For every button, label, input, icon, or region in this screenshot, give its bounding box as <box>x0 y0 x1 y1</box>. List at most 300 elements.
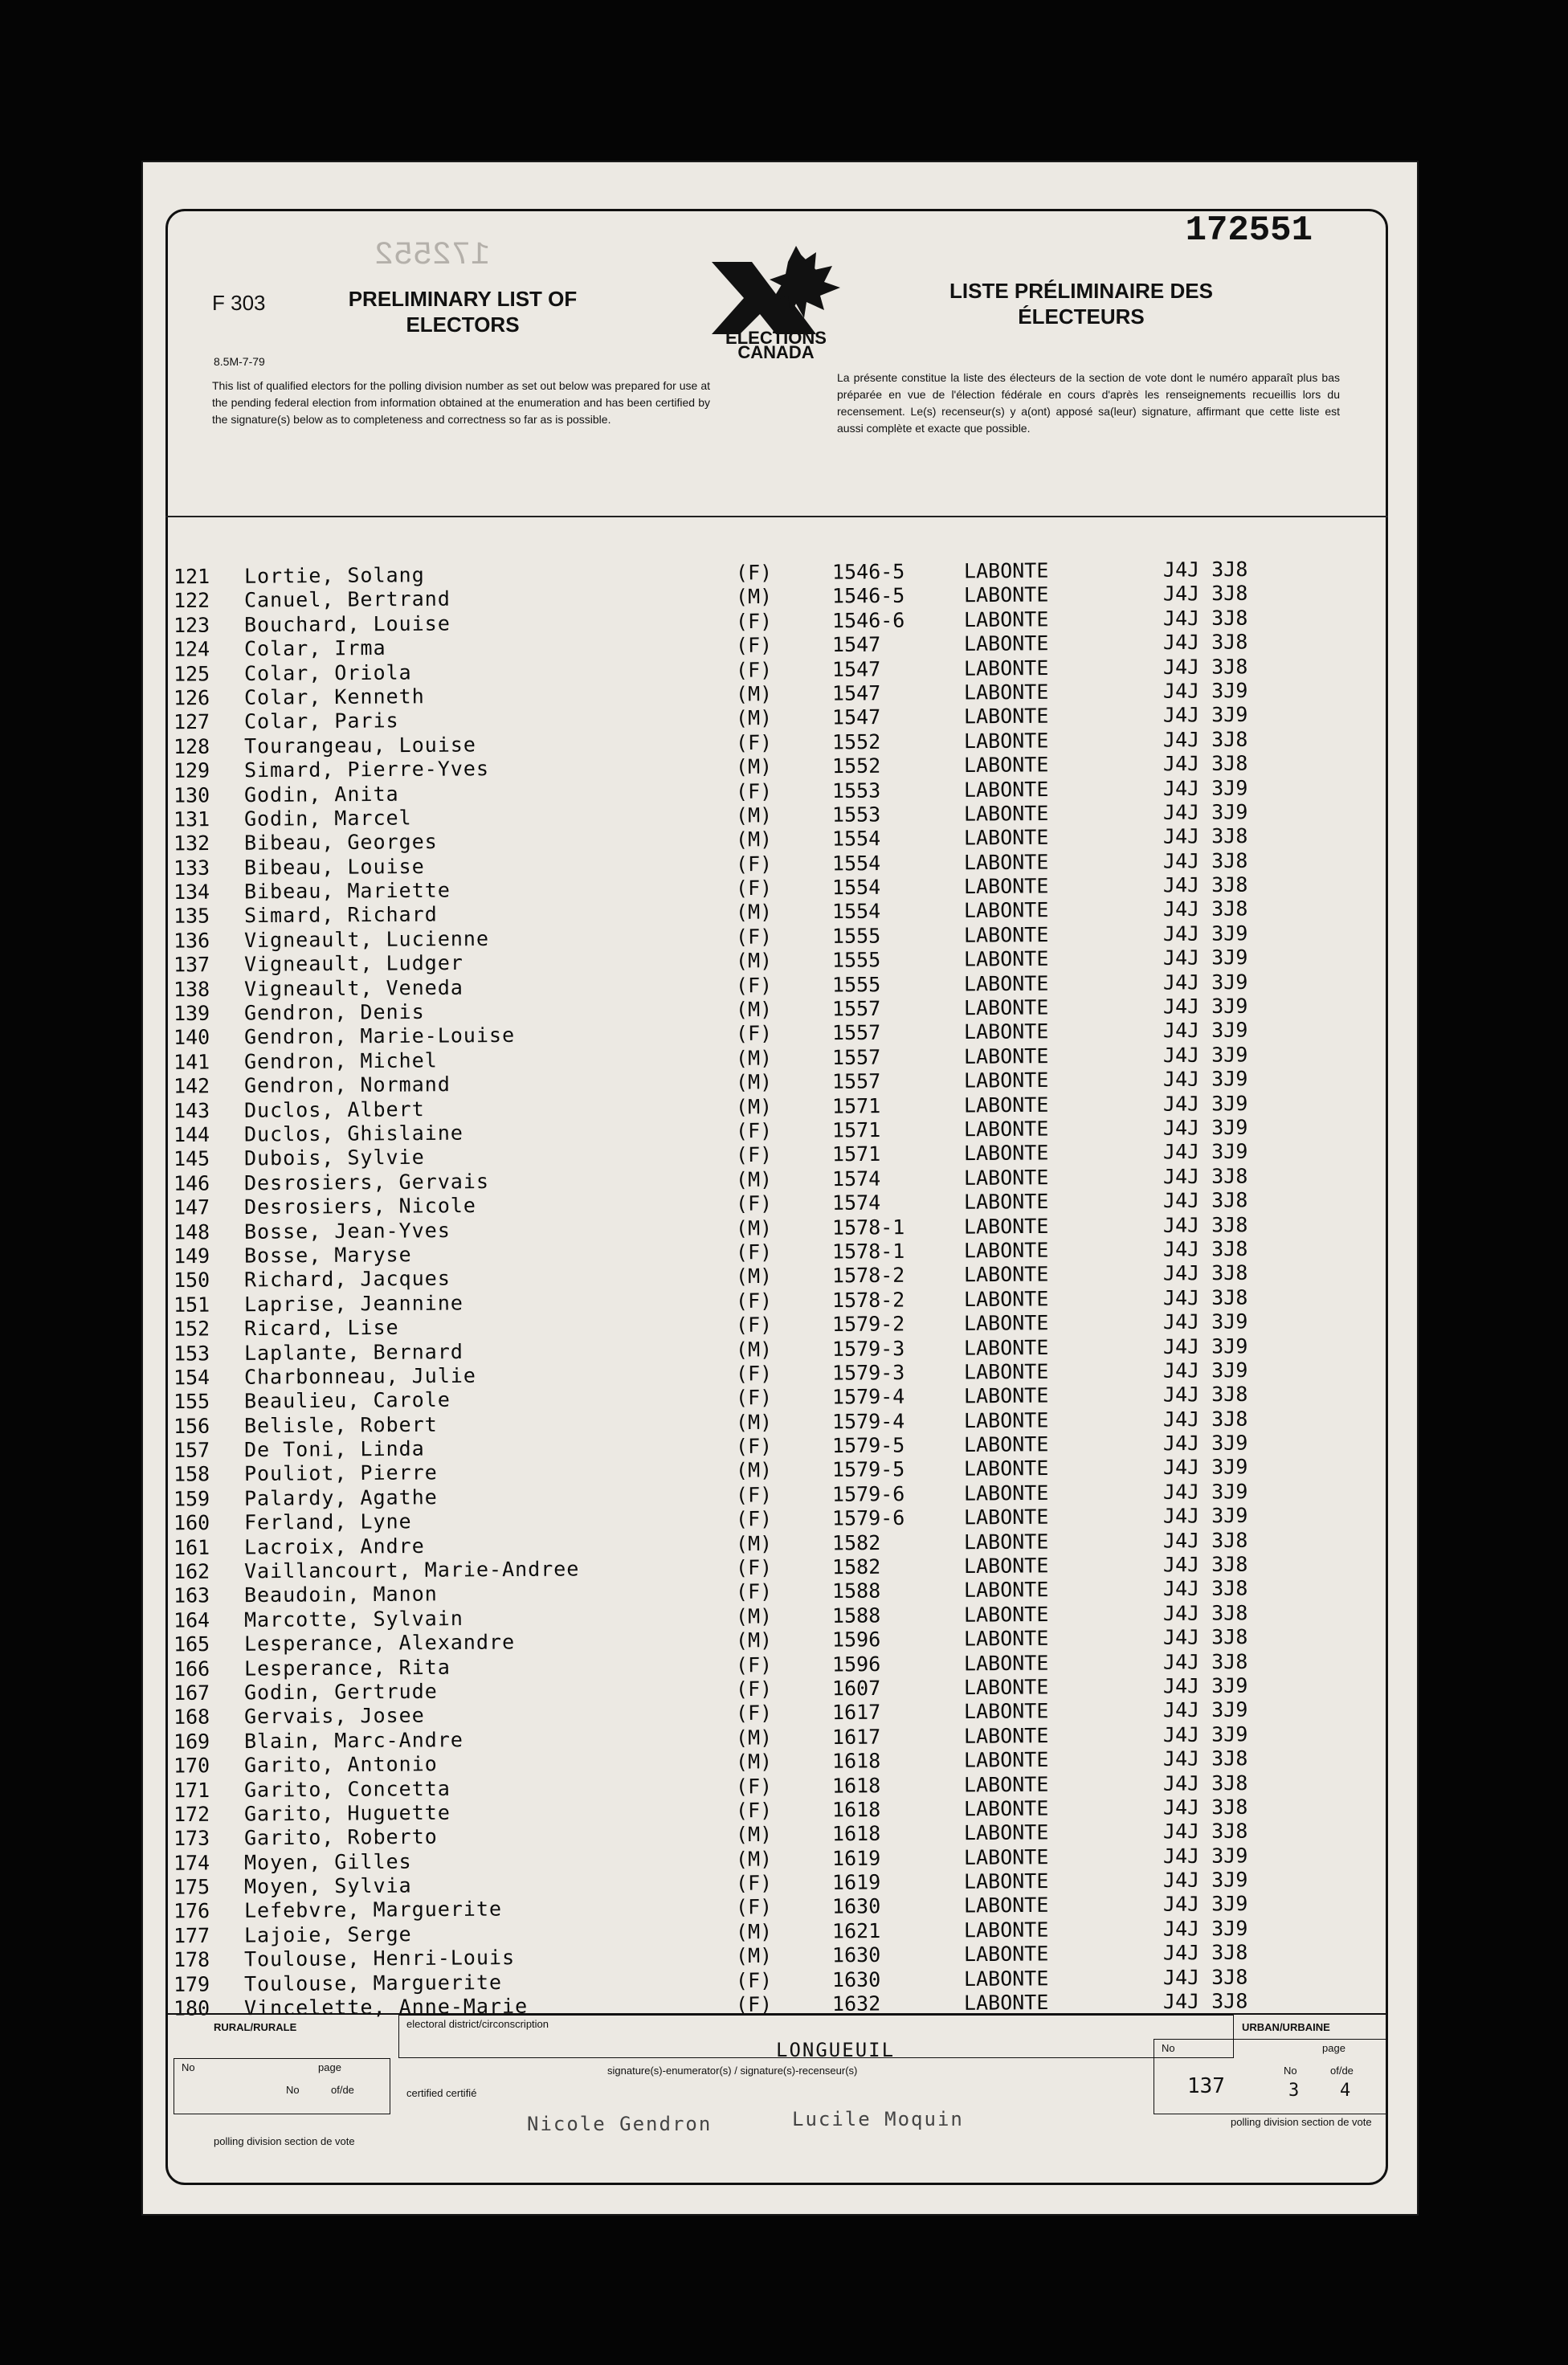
elector-sex: (M) <box>735 1094 773 1119</box>
elector-sex: (M) <box>735 1604 773 1628</box>
elector-sex: (F) <box>735 657 773 682</box>
elector-name: Bouchard, Louise <box>243 611 451 637</box>
elector-name: Ricard, Lise <box>243 1315 399 1341</box>
elector-name: Desrosiers, Gervais <box>243 1169 490 1195</box>
elector-postal-code: J4J 3J9 <box>1162 703 1248 727</box>
elector-sex: (F) <box>735 1289 773 1313</box>
elector-postal-code: J4J 3J9 <box>1162 921 1248 946</box>
elector-street: LABONTE <box>963 874 1049 899</box>
elector-postal-code: J4J 3J9 <box>1162 1673 1248 1698</box>
elector-sex: (M) <box>735 827 773 852</box>
elector-name: Toulouse, Marguerite <box>243 1970 503 1995</box>
elector-number: 123 <box>173 613 210 637</box>
elector-sex: (F) <box>735 1507 773 1531</box>
elector-name: Bosse, Jean-Yves <box>243 1218 451 1244</box>
elector-name: Moyen, Gilles <box>243 1849 412 1874</box>
rural-number-box <box>174 2058 390 2114</box>
elector-sex: (M) <box>735 754 773 779</box>
elector-number: 134 <box>173 880 210 905</box>
elector-sex: (F) <box>735 1362 773 1386</box>
elector-street: LABONTE <box>963 1408 1049 1432</box>
elector-postal-code: J4J 3J9 <box>1162 1043 1248 1067</box>
elector-sex: (F) <box>735 609 773 633</box>
elector-sex: (F) <box>735 1798 773 1823</box>
elector-postal-code: J4J 3J8 <box>1162 872 1248 897</box>
elector-number: 168 <box>173 1705 210 1730</box>
elector-street: LABONTE <box>963 1796 1049 1821</box>
elector-sex: (F) <box>735 561 773 585</box>
elector-address-number: 1582 <box>831 1554 881 1579</box>
elector-number: 137 <box>173 953 210 977</box>
elector-street: LABONTE <box>963 801 1049 826</box>
elector-postal-code: J4J 3J9 <box>1162 1697 1248 1722</box>
elector-number: 140 <box>173 1025 210 1050</box>
elector-sex: (F) <box>735 1774 773 1798</box>
elector-street: LABONTE <box>963 898 1049 923</box>
elector-address-number: 1554 <box>831 875 881 900</box>
elector-postal-code: J4J 3J9 <box>1162 1067 1248 1092</box>
elector-street: LABONTE <box>963 1626 1049 1651</box>
elector-address-number: 1579-5 <box>831 1433 905 1458</box>
elector-sex: (F) <box>735 1313 773 1337</box>
elector-postal-code: J4J 3J8 <box>1162 1649 1248 1674</box>
elector-postal-code: J4J 3J9 <box>1162 1504 1248 1528</box>
elector-address-number: 1588 <box>831 1579 881 1603</box>
elector-name: Tourangeau, Louise <box>243 733 477 758</box>
elector-number: 155 <box>173 1390 210 1414</box>
elector-address-number: 1552 <box>831 754 881 778</box>
elector-number: 159 <box>173 1486 210 1511</box>
elector-postal-code: J4J 3J8 <box>1162 751 1248 776</box>
elections-canada-logo <box>696 238 856 358</box>
elector-number: 175 <box>173 1875 210 1899</box>
elector-postal-code: J4J 3J8 <box>1162 582 1248 606</box>
elector-name: Dubois, Sylvie <box>243 1146 425 1170</box>
elector-street: LABONTE <box>963 1772 1049 1796</box>
elector-street: LABONTE <box>963 1044 1049 1068</box>
elector-address-number: 1596 <box>831 1652 881 1677</box>
elector-street: LABONTE <box>963 1651 1049 1675</box>
elector-street: LABONTE <box>963 1287 1049 1311</box>
elector-number: 169 <box>173 1730 210 1754</box>
elector-address-number: 1588 <box>831 1603 881 1628</box>
elector-sex: (M) <box>735 1628 773 1652</box>
elector-number: 127 <box>173 710 210 734</box>
elector-name: Bibeau, Mariette <box>243 878 451 904</box>
elector-name: Beaulieu, Carole <box>243 1388 451 1413</box>
elector-number: 129 <box>173 758 210 782</box>
elector-sex: (F) <box>735 1386 773 1410</box>
elector-street: LABONTE <box>963 826 1049 850</box>
elector-postal-code: J4J 3J9 <box>1162 1868 1248 1893</box>
elector-postal-code: J4J 3J9 <box>1162 775 1248 800</box>
elector-postal-code: J4J 3J8 <box>1162 1528 1248 1553</box>
elector-number: 154 <box>173 1365 210 1390</box>
elector-address-number: 1557 <box>831 1069 881 1094</box>
elector-sex: (M) <box>735 997 773 1022</box>
elector-number: 166 <box>173 1656 210 1681</box>
elector-street: LABONTE <box>963 1141 1049 1166</box>
elector-address-number: 1630 <box>831 1943 881 1967</box>
elector-sex: (M) <box>735 1337 773 1362</box>
elector-postal-code: J4J 3J9 <box>1162 1358 1248 1383</box>
elector-sex: (F) <box>735 633 773 658</box>
elector-street: LABONTE <box>963 1675 1049 1700</box>
urban-label: URBAN/URBAINE <box>1242 2021 1330 2033</box>
elector-address-number: 1553 <box>831 803 881 827</box>
elector-postal-code: J4J 3J8 <box>1162 1989 1248 2014</box>
elector-address-number: 1554 <box>831 827 881 851</box>
elector-address-number: 1547 <box>831 657 881 681</box>
elector-address-number: 1547 <box>831 705 881 729</box>
elector-name: Vaillancourt, Marie-Andree <box>243 1557 580 1583</box>
elector-street: LABONTE <box>963 582 1049 607</box>
elector-postal-code: J4J 3J8 <box>1162 1625 1248 1649</box>
elector-street: LABONTE <box>963 1019 1049 1044</box>
elector-number: 125 <box>173 661 210 686</box>
elector-sex: (M) <box>735 1167 773 1191</box>
elector-number: 163 <box>173 1583 210 1608</box>
elector-sex: (F) <box>735 876 773 901</box>
elector-number: 179 <box>173 1972 210 1996</box>
elector-sex: (F) <box>735 1677 773 1701</box>
elector-address-number: 1571 <box>831 1142 881 1166</box>
rural-no-label: No <box>182 2061 195 2073</box>
elector-name: Belisle, Robert <box>243 1412 438 1438</box>
elector-postal-code: J4J 3J8 <box>1162 824 1248 849</box>
elector-address-number: 1557 <box>831 1021 881 1045</box>
elector-address-number: 1618 <box>831 1749 881 1773</box>
elector-number: 133 <box>173 856 210 880</box>
elector-address-number: 1555 <box>831 924 881 948</box>
elector-sex: (F) <box>735 973 773 997</box>
elector-number: 128 <box>173 734 210 758</box>
elector-sex: (F) <box>735 1143 773 1167</box>
elector-street: LABONTE <box>963 631 1049 656</box>
elector-name: Palardy, Agathe <box>243 1485 438 1510</box>
elector-sex: (M) <box>735 803 773 827</box>
elector-name: Moyen, Sylvia <box>243 1873 412 1899</box>
elector-sex: (M) <box>735 1215 773 1240</box>
elector-postal-code: J4J 3J8 <box>1162 606 1248 631</box>
elector-name: Godin, Gertrude <box>243 1679 438 1705</box>
elector-number: 142 <box>173 1074 210 1098</box>
urban-no-label: No <box>1162 2042 1175 2054</box>
elector-sex: (F) <box>735 1579 773 1604</box>
rural-of-label: of/de <box>331 2084 354 2096</box>
district-value: LONGUEUIL <box>776 2039 896 2061</box>
elector-number: 165 <box>173 1632 210 1656</box>
elector-address-number: 1579-4 <box>831 1409 905 1433</box>
elector-name: Lacroix, Andre <box>243 1534 425 1559</box>
elector-sex: (M) <box>735 1531 773 1555</box>
elector-postal-code: J4J 3J8 <box>1162 1819 1248 1844</box>
elector-name: Marcotte, Sylvain <box>243 1606 463 1632</box>
elector-sex: (F) <box>735 1968 773 1992</box>
elector-number: 150 <box>173 1268 210 1293</box>
elector-number: 138 <box>173 977 210 1001</box>
elector-sex: (M) <box>735 1823 773 1847</box>
elector-postal-code: J4J 3J8 <box>1162 557 1248 582</box>
elector-postal-code: J4J 3J9 <box>1162 1018 1248 1043</box>
elector-sex: (M) <box>735 901 773 925</box>
elector-number: 147 <box>173 1195 210 1219</box>
title-english <box>334 286 591 337</box>
elector-address-number: 1618 <box>831 1797 881 1822</box>
title-english-line2: ELECTORS <box>406 312 520 337</box>
elector-sex: (F) <box>735 925 773 949</box>
elector-street: LABONTE <box>963 1068 1049 1093</box>
elector-number: 161 <box>173 1535 210 1559</box>
elector-address-number: 1630 <box>831 1967 881 1991</box>
elector-sex: (M) <box>735 1847 773 1871</box>
elector-number: 124 <box>173 637 210 661</box>
intro-english: This list of qualified electors for the polling division number as set out below was prepared for use at the pending federal election from information obtained at the enumeration and has been certified by the signature(s) below as to completeness and correctness so far as is possible. <box>212 379 710 426</box>
urban-page-no-label: No <box>1284 2065 1297 2077</box>
elector-street: LABONTE <box>963 558 1049 583</box>
elector-street: LABONTE <box>963 1335 1049 1360</box>
elector-address-number: 1571 <box>831 1093 881 1118</box>
elector-sex: (M) <box>735 682 773 706</box>
elector-postal-code: J4J 3J8 <box>1162 848 1248 873</box>
footer-block <box>165 2013 1388 2187</box>
elector-name: Vigneault, Veneda <box>243 975 463 1001</box>
logo-text-line2: CANADA <box>737 342 815 358</box>
elector-address-number: 1547 <box>831 632 881 657</box>
elector-postal-code: J4J 3J8 <box>1162 1576 1248 1601</box>
elector-name: Gendron, Normand <box>243 1072 451 1098</box>
elector-address-number: 1619 <box>831 1846 881 1870</box>
elector-name: Desrosiers, Nicole <box>243 1194 477 1219</box>
elector-address-number: 1554 <box>831 900 881 924</box>
elector-number: 126 <box>173 686 210 710</box>
elector-postal-code: J4J 3J9 <box>1162 1115 1248 1140</box>
elector-number: 136 <box>173 929 210 953</box>
elector-number: 131 <box>173 807 210 831</box>
elector-sex: (M) <box>735 1046 773 1070</box>
elector-name: Gendron, Marie-Louise <box>243 1023 516 1049</box>
elector-number: 157 <box>173 1438 210 1462</box>
rural-page-label: page <box>318 2061 341 2073</box>
elector-name: Laplante, Bernard <box>243 1339 463 1365</box>
elector-street: LABONTE <box>963 947 1049 971</box>
polling-division-label-right: polling division section de vote <box>1231 2116 1372 2128</box>
elector-address-number: 1555 <box>831 972 881 997</box>
elector-name: Garito, Roberto <box>243 1824 438 1850</box>
elector-name: Pouliot, Pierre <box>243 1460 438 1486</box>
elector-sex: (M) <box>735 1070 773 1094</box>
elector-name: Simard, Richard <box>243 902 438 928</box>
elector-postal-code: J4J 3J8 <box>1162 1285 1248 1310</box>
elector-street: LABONTE <box>963 607 1049 631</box>
elector-street: LABONTE <box>963 1869 1049 1893</box>
elector-postal-code: J4J 3J8 <box>1162 1407 1248 1432</box>
title-english-line1: PRELIMINARY LIST OF <box>348 287 578 311</box>
elector-street: LABONTE <box>963 777 1049 802</box>
elector-sex: (F) <box>735 1118 773 1143</box>
elector-address-number: 1579-2 <box>831 1312 905 1337</box>
elector-number: 146 <box>173 1171 210 1195</box>
title-french <box>904 278 1258 329</box>
elector-number: 130 <box>173 782 210 807</box>
elector-number: 144 <box>173 1122 210 1147</box>
elector-number: 149 <box>173 1244 210 1268</box>
elector-sex: (M) <box>735 1410 773 1434</box>
elector-sex: (M) <box>735 585 773 609</box>
elector-address-number: 1579-6 <box>831 1481 905 1506</box>
elector-postal-code: J4J 3J8 <box>1162 1188 1248 1213</box>
elector-name: Beaudoin, Manon <box>243 1582 438 1607</box>
elector-address-number: 1579-3 <box>831 1336 905 1361</box>
elector-address-number: 1578-2 <box>831 1288 905 1312</box>
elector-number: 156 <box>173 1414 210 1438</box>
elector-postal-code: J4J 3J9 <box>1162 1334 1248 1358</box>
certified-label: certified certifié <box>406 2087 477 2099</box>
elector-address-number: 1618 <box>831 1822 881 1846</box>
ghost-document-number: 172552 <box>374 238 491 274</box>
elector-postal-code: J4J 3J9 <box>1162 1892 1248 1917</box>
elector-postal-code: J4J 3J8 <box>1162 1940 1248 1965</box>
elector-sex: (M) <box>735 706 773 730</box>
elector-sex: (M) <box>735 1944 773 1968</box>
elector-name: Lesperance, Alexandre <box>243 1630 516 1656</box>
elector-postal-code: J4J 3J9 <box>1162 970 1248 995</box>
elector-postal-code: J4J 3J9 <box>1162 1722 1248 1746</box>
elector-number: 177 <box>173 1923 210 1948</box>
elector-number: 135 <box>173 904 210 929</box>
urban-of-label: of/de <box>1330 2065 1354 2077</box>
elector-number: 145 <box>173 1147 210 1171</box>
elector-address-number: 1571 <box>831 1118 881 1142</box>
elector-address-number: 1579-6 <box>831 1506 905 1530</box>
elector-street: LABONTE <box>963 1554 1049 1579</box>
elector-address-number: 1582 <box>831 1530 881 1555</box>
elector-postal-code: J4J 3J8 <box>1162 1383 1248 1407</box>
elector-name: Gendron, Denis <box>243 999 425 1025</box>
elector-street: LABONTE <box>963 680 1049 705</box>
elector-postal-code: J4J 3J8 <box>1162 1601 1248 1625</box>
elector-postal-code: J4J 3J8 <box>1162 630 1248 655</box>
elector-street: LABONTE <box>963 922 1049 947</box>
elector-address-number: 1547 <box>831 681 881 705</box>
elector-number: 176 <box>173 1899 210 1923</box>
title-french-line1: LISTE PRÉLIMINAIRE DES <box>949 279 1213 303</box>
rural-label: RURAL/RURALE <box>214 2021 297 2033</box>
urban-page-label: page <box>1322 2042 1345 2054</box>
elector-sex: (F) <box>735 1191 773 1215</box>
elector-sex: (F) <box>735 1992 773 2016</box>
elector-address-number: 1578-1 <box>831 1215 905 1240</box>
elector-postal-code: J4J 3J8 <box>1162 1261 1248 1285</box>
elector-postal-code: J4J 3J9 <box>1162 994 1248 1019</box>
elector-postal-code: J4J 3J8 <box>1162 1795 1248 1820</box>
elector-street: LABONTE <box>963 1432 1049 1457</box>
elector-sex: (M) <box>735 1726 773 1750</box>
elector-postal-code: J4J 3J9 <box>1162 1455 1248 1480</box>
elector-postal-code: J4J 3J9 <box>1162 1091 1248 1116</box>
elector-number: 143 <box>173 1098 210 1122</box>
elector-name: Vincelette, Anne-Marie <box>243 1994 529 2020</box>
elector-number: 151 <box>173 1293 210 1317</box>
elector-number: 178 <box>173 1947 210 1972</box>
elector-street: LABONTE <box>963 1991 1049 2015</box>
elector-street: LABONTE <box>963 1699 1049 1724</box>
elector-postal-code: J4J 3J9 <box>1162 946 1248 970</box>
page-total: 4 <box>1340 2081 1351 2101</box>
elector-sex: (F) <box>735 1701 773 1726</box>
elector-street: LABONTE <box>963 1481 1049 1505</box>
elector-postal-code: J4J 3J8 <box>1162 1212 1248 1237</box>
elector-postal-code: J4J 3J8 <box>1162 1771 1248 1795</box>
elector-postal-code: J4J 3J9 <box>1162 1479 1248 1504</box>
elector-address-number: 1617 <box>831 1725 881 1749</box>
elector-number: 148 <box>173 1219 210 1244</box>
logo-text-line1: ELECTIONS <box>725 328 827 348</box>
elector-sex: (F) <box>735 852 773 876</box>
elector-address-number: 1557 <box>831 1045 881 1069</box>
elector-sex: (F) <box>735 1871 773 1895</box>
polling-division-number: 137 <box>1187 2074 1225 2098</box>
elector-street: LABONTE <box>963 729 1049 753</box>
elector-street: LABONTE <box>963 1165 1049 1190</box>
elector-number: 132 <box>173 831 210 856</box>
elector-address-number: 1546-6 <box>831 608 905 633</box>
elector-address-number: 1554 <box>831 851 881 876</box>
elector-sex: (M) <box>735 1264 773 1289</box>
elector-address-number: 1630 <box>831 1894 881 1919</box>
elector-name: Lefebvre, Marguerite <box>243 1897 503 1923</box>
elector-name: Colar, Paris <box>243 709 399 733</box>
elector-name: Toulouse, Henri-Louis <box>243 1946 516 1971</box>
elector-sex: (F) <box>735 1555 773 1580</box>
elector-address-number: 1579-5 <box>831 1457 905 1482</box>
district-label: electoral district/circonscription <box>406 2018 549 2030</box>
elector-street: LABONTE <box>963 1311 1049 1335</box>
elector-name: Bibeau, Louise <box>243 854 425 880</box>
elector-address-number: 1579-3 <box>831 1360 905 1385</box>
elector-sex: (M) <box>735 1919 773 1944</box>
elector-street: LABONTE <box>963 1117 1049 1142</box>
elector-address-number: 1618 <box>831 1773 881 1798</box>
elector-number: 141 <box>173 1050 210 1074</box>
elector-number: 139 <box>173 1001 210 1026</box>
document-number: 172551 <box>1185 210 1313 251</box>
elector-postal-code: J4J 3J9 <box>1162 1431 1248 1456</box>
electors-list <box>173 557 1394 2025</box>
elector-address-number: 1579-4 <box>831 1385 905 1409</box>
elector-postal-code: J4J 3J9 <box>1162 1844 1248 1868</box>
elector-name: Gervais, Josee <box>243 1704 425 1729</box>
elector-street: LABONTE <box>963 753 1049 778</box>
elector-address-number: 1607 <box>831 1676 881 1701</box>
signature-label: signature(s)-enumerator(s) / signature(s)-recenseur(s) <box>607 2065 858 2077</box>
elector-address-number: 1578-2 <box>831 1264 905 1288</box>
elector-name: Canuel, Bertrand <box>243 587 451 612</box>
elector-name: Garito, Concetta <box>243 1776 451 1802</box>
elector-address-number: 1574 <box>831 1191 881 1215</box>
elector-number: 162 <box>173 1559 210 1583</box>
elector-postal-code: J4J 3J8 <box>1162 1164 1248 1188</box>
elector-address-number: 1621 <box>831 1918 881 1943</box>
elector-name: Godin, Anita <box>243 782 399 807</box>
elector-name: Duclos, Ghislaine <box>243 1121 463 1146</box>
elector-sex: (F) <box>735 1240 773 1264</box>
elector-name: Colar, Irma <box>243 636 386 661</box>
elector-street: LABONTE <box>963 850 1049 874</box>
elector-postal-code: J4J 3J9 <box>1162 1916 1248 1941</box>
elector-name: De Toni, Linda <box>243 1436 425 1462</box>
elector-address-number: 1619 <box>831 1870 881 1894</box>
